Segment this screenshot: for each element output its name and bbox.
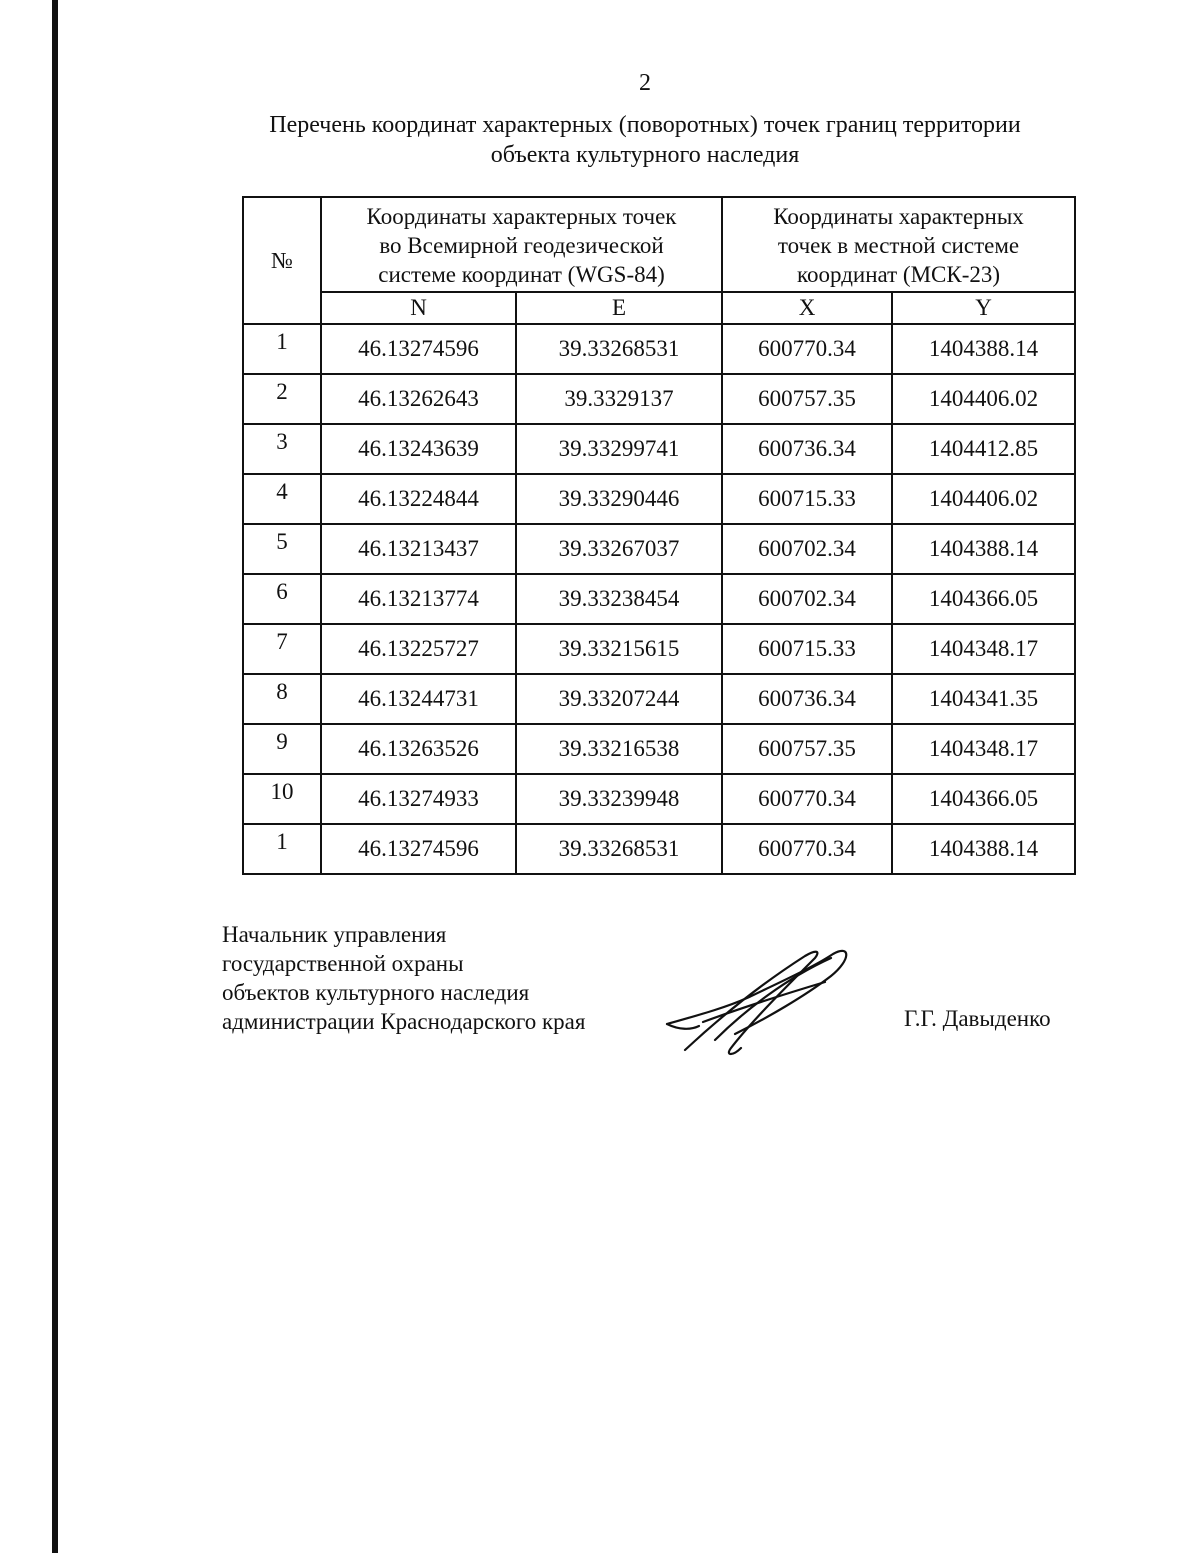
msk-y-cell: 1404406.02 (892, 474, 1075, 524)
header-msk23-line-3: координат (МСК-23) (796, 262, 1001, 287)
signer-position-line-1: Начальник управления (222, 922, 447, 947)
longitude-e-cell: 39.33216538 (516, 724, 722, 774)
point-number-cell: 6 (243, 574, 321, 624)
header-number: № (243, 197, 321, 324)
handwritten-signature-icon (655, 938, 865, 1058)
latitude-n-cell: 46.13262643 (321, 374, 516, 424)
header-wgs84-group (321, 197, 722, 292)
longitude-e-cell: 39.33239948 (516, 774, 722, 824)
header-msk23-line-1: Координаты характерных (773, 204, 1024, 229)
table-row (243, 474, 1075, 524)
table-row (243, 824, 1075, 874)
latitude-n-cell: 46.13274596 (321, 824, 516, 874)
longitude-e-cell: 39.33290446 (516, 474, 722, 524)
msk-x-cell: 600770.34 (722, 324, 892, 374)
table-row (243, 374, 1075, 424)
msk-y-cell: 1404366.05 (892, 574, 1075, 624)
table-row (243, 524, 1075, 574)
signer-position-line-3: объектов культурного наследия (222, 980, 530, 1005)
point-number-cell: 9 (243, 724, 321, 774)
latitude-n-cell: 46.13263526 (321, 724, 516, 774)
table-row (243, 674, 1075, 724)
signer-position (222, 920, 585, 1036)
latitude-n-cell: 46.13213437 (321, 524, 516, 574)
latitude-n-cell: 46.13225727 (321, 624, 516, 674)
msk-x-cell: 600757.35 (722, 724, 892, 774)
msk-x-cell: 600736.34 (722, 674, 892, 724)
longitude-e-cell: 39.33268531 (516, 324, 722, 374)
latitude-n-cell: 46.13274933 (321, 774, 516, 824)
latitude-n-cell: 46.13274596 (321, 324, 516, 374)
scan-edge (52, 0, 58, 1553)
table-row (243, 574, 1075, 624)
longitude-e-cell: 39.33299741 (516, 424, 722, 474)
longitude-e-cell: 39.33207244 (516, 674, 722, 724)
header-msk23-line-2: точек в местной системе (777, 233, 1020, 258)
table-row (243, 324, 1075, 374)
msk-y-cell: 1404366.05 (892, 774, 1075, 824)
signer-position-line-4: администрации Краснодарского края (222, 1009, 586, 1034)
msk-x-cell: 600770.34 (722, 824, 892, 874)
msk-y-cell: 1404341.35 (892, 674, 1075, 724)
msk-x-cell: 600702.34 (722, 574, 892, 624)
header-y: Y (892, 292, 1075, 324)
point-number-cell: 3 (243, 424, 321, 474)
document-title (200, 110, 1090, 170)
coordinates-table-header (243, 197, 1075, 324)
point-number-cell: 10 (243, 774, 321, 824)
longitude-e-cell: 39.33238454 (516, 574, 722, 624)
msk-y-cell: 1404406.02 (892, 374, 1075, 424)
point-number-cell: 8 (243, 674, 321, 724)
latitude-n-cell: 46.13243639 (321, 424, 516, 474)
document-title-line-1: Перечень координат характерных (поворотных) точек границ территории (269, 112, 1021, 138)
msk-y-cell: 1404348.17 (892, 624, 1075, 674)
signer-name: Г.Г. Давыденко (904, 1006, 1051, 1031)
longitude-e-cell: 39.33267037 (516, 524, 722, 574)
latitude-n-cell: 46.13213774 (321, 574, 516, 624)
msk-x-cell: 600757.35 (722, 374, 892, 424)
point-number-cell: 1 (243, 324, 321, 374)
coordinates-table-body (243, 324, 1075, 874)
header-wgs84-line-1: Координаты характерных точек (366, 204, 677, 229)
msk-x-cell: 600736.34 (722, 424, 892, 474)
msk-x-cell: 600702.34 (722, 524, 892, 574)
document-title-line-2: объекта культурного наследия (490, 142, 800, 168)
page-number: 2 (639, 70, 651, 96)
header-wgs84-line-3: системе координат (WGS-84) (378, 262, 665, 287)
msk-x-cell: 600715.33 (722, 474, 892, 524)
header-msk23-group (722, 197, 1075, 292)
point-number-cell: 2 (243, 374, 321, 424)
msk-y-cell: 1404348.17 (892, 724, 1075, 774)
point-number-cell: 1 (243, 824, 321, 874)
header-e: E (516, 292, 722, 324)
longitude-e-cell: 39.33215615 (516, 624, 722, 674)
msk-x-cell: 600770.34 (722, 774, 892, 824)
signer-position-line-2: государственной охраны (222, 951, 464, 976)
msk-y-cell: 1404388.14 (892, 824, 1075, 874)
header-wgs84-line-2: во Всемирной геодезической (379, 233, 664, 258)
point-number-cell: 4 (243, 474, 321, 524)
table-row (243, 424, 1075, 474)
coordinates-table (242, 196, 1076, 875)
header-n: N (321, 292, 516, 324)
point-number-cell: 7 (243, 624, 321, 674)
point-number-cell: 5 (243, 524, 321, 574)
table-row (243, 774, 1075, 824)
table-row (243, 724, 1075, 774)
msk-y-cell: 1404388.14 (892, 324, 1075, 374)
latitude-n-cell: 46.13224844 (321, 474, 516, 524)
msk-y-cell: 1404388.14 (892, 524, 1075, 574)
header-x: X (722, 292, 892, 324)
latitude-n-cell: 46.13244731 (321, 674, 516, 724)
msk-x-cell: 600715.33 (722, 624, 892, 674)
table-row (243, 624, 1075, 674)
longitude-e-cell: 39.33268531 (516, 824, 722, 874)
longitude-e-cell: 39.3329137 (516, 374, 722, 424)
msk-y-cell: 1404412.85 (892, 424, 1075, 474)
